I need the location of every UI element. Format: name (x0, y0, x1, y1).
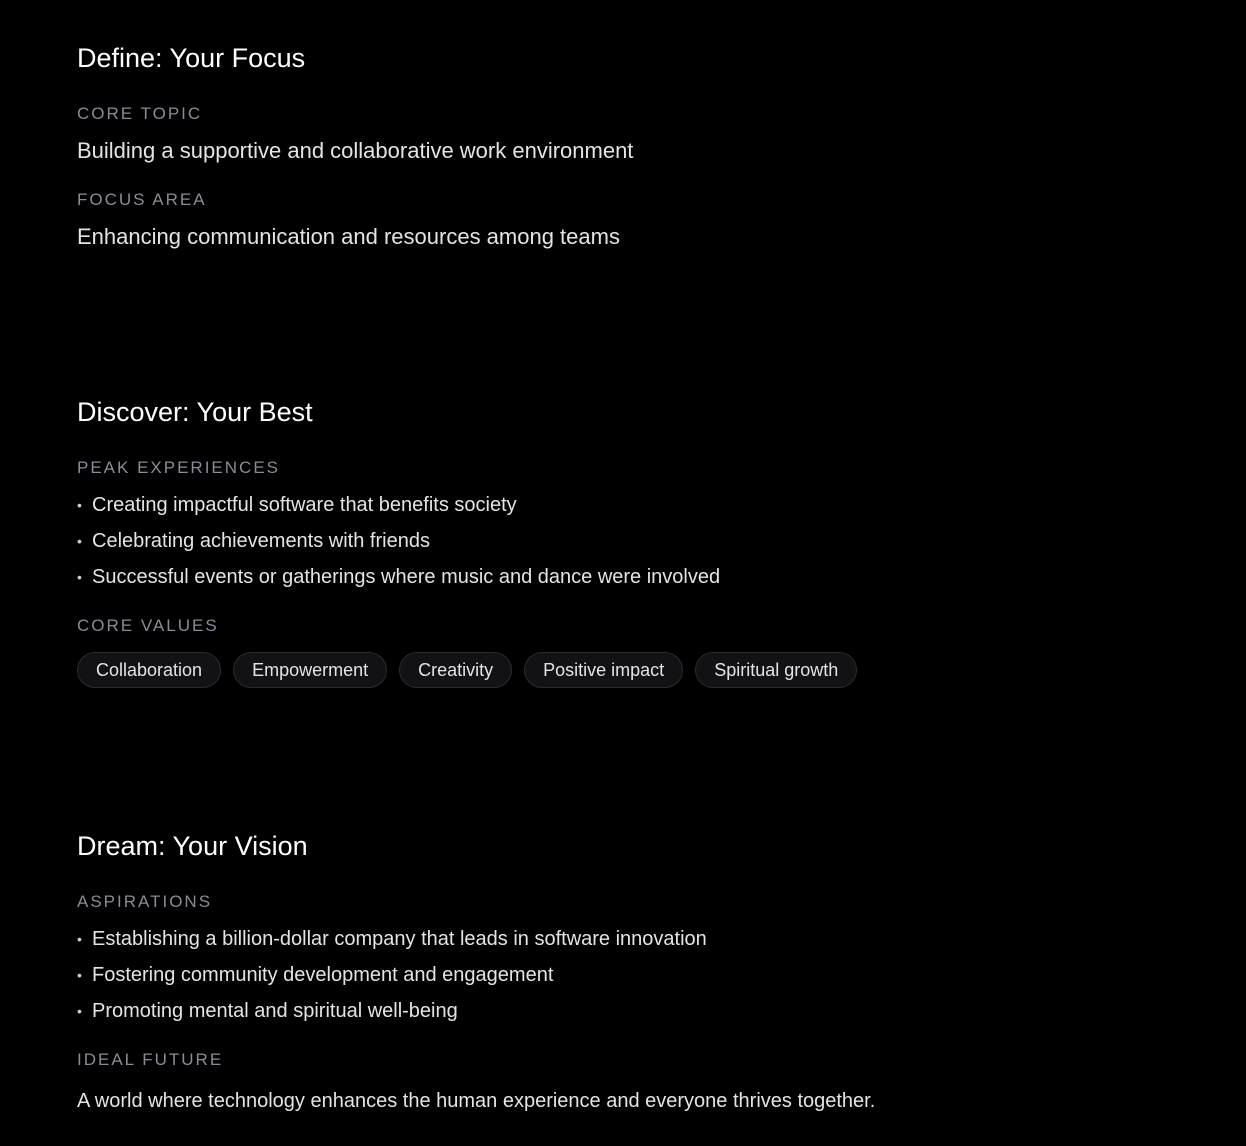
core-values-tags (77, 652, 1206, 688)
core-values-field (77, 615, 1206, 688)
list-item (77, 957, 1206, 993)
dream-section (77, 829, 1206, 1115)
list-item (77, 921, 1206, 957)
bullet-icon: • (77, 1003, 82, 1019)
bullet-icon: • (77, 533, 82, 549)
list-item-text: Creating impactful software that benefits society (92, 494, 517, 516)
bullet-icon: • (77, 931, 82, 947)
list-item-text: Establishing a billion-dollar company that leads in software innovation (92, 928, 707, 950)
core-topic-field (77, 103, 1206, 165)
list-item (77, 993, 1206, 1029)
core-topic-value: Building a supportive and collaborative work environment (77, 138, 634, 163)
bullet-icon: • (77, 497, 82, 513)
value-tag[interactable]: Empowerment (233, 652, 387, 688)
focus-area-field (77, 189, 1206, 251)
discover-title: Discover: Your Best (77, 397, 313, 427)
peak-experiences-label: PEAK EXPERIENCES (77, 458, 281, 477)
define-title: Define: Your Focus (77, 43, 306, 73)
aspirations-field (77, 891, 1206, 1029)
list-item-text: Fostering community development and engagement (92, 964, 554, 986)
focus-area-value: Enhancing communication and resources among teams (77, 224, 620, 249)
list-item-text: Promoting mental and spiritual well-being (92, 1000, 458, 1022)
value-tag[interactable]: Positive impact (524, 652, 683, 688)
discover-section (77, 395, 1206, 688)
ideal-future-value: A world where technology enhances the human experience and everyone thrives together. (77, 1090, 876, 1112)
bullet-icon: • (77, 967, 82, 983)
ideal-future-field (77, 1049, 1206, 1115)
list-item-text: Successful events or gatherings where music and dance were involved (92, 566, 721, 588)
value-tag[interactable]: Spiritual growth (695, 652, 857, 688)
aspirations-label: ASPIRATIONS (77, 892, 213, 911)
core-topic-label: CORE TOPIC (77, 104, 203, 123)
ideal-future-label: IDEAL FUTURE (77, 1050, 224, 1069)
define-section (77, 41, 1206, 251)
core-values-label: CORE VALUES (77, 616, 219, 635)
value-tag[interactable]: Creativity (399, 652, 512, 688)
focus-area-label: FOCUS AREA (77, 190, 207, 209)
list-item (77, 523, 1206, 559)
peak-experiences-list (77, 487, 1206, 595)
bullet-icon: • (77, 569, 82, 585)
value-tag[interactable]: Collaboration (77, 652, 221, 688)
list-item-text: Celebrating achievements with friends (92, 530, 430, 552)
dream-title: Dream: Your Vision (77, 831, 308, 861)
list-item (77, 487, 1206, 523)
list-item (77, 559, 1206, 595)
aspirations-list (77, 921, 1206, 1029)
peak-experiences-field (77, 457, 1206, 595)
